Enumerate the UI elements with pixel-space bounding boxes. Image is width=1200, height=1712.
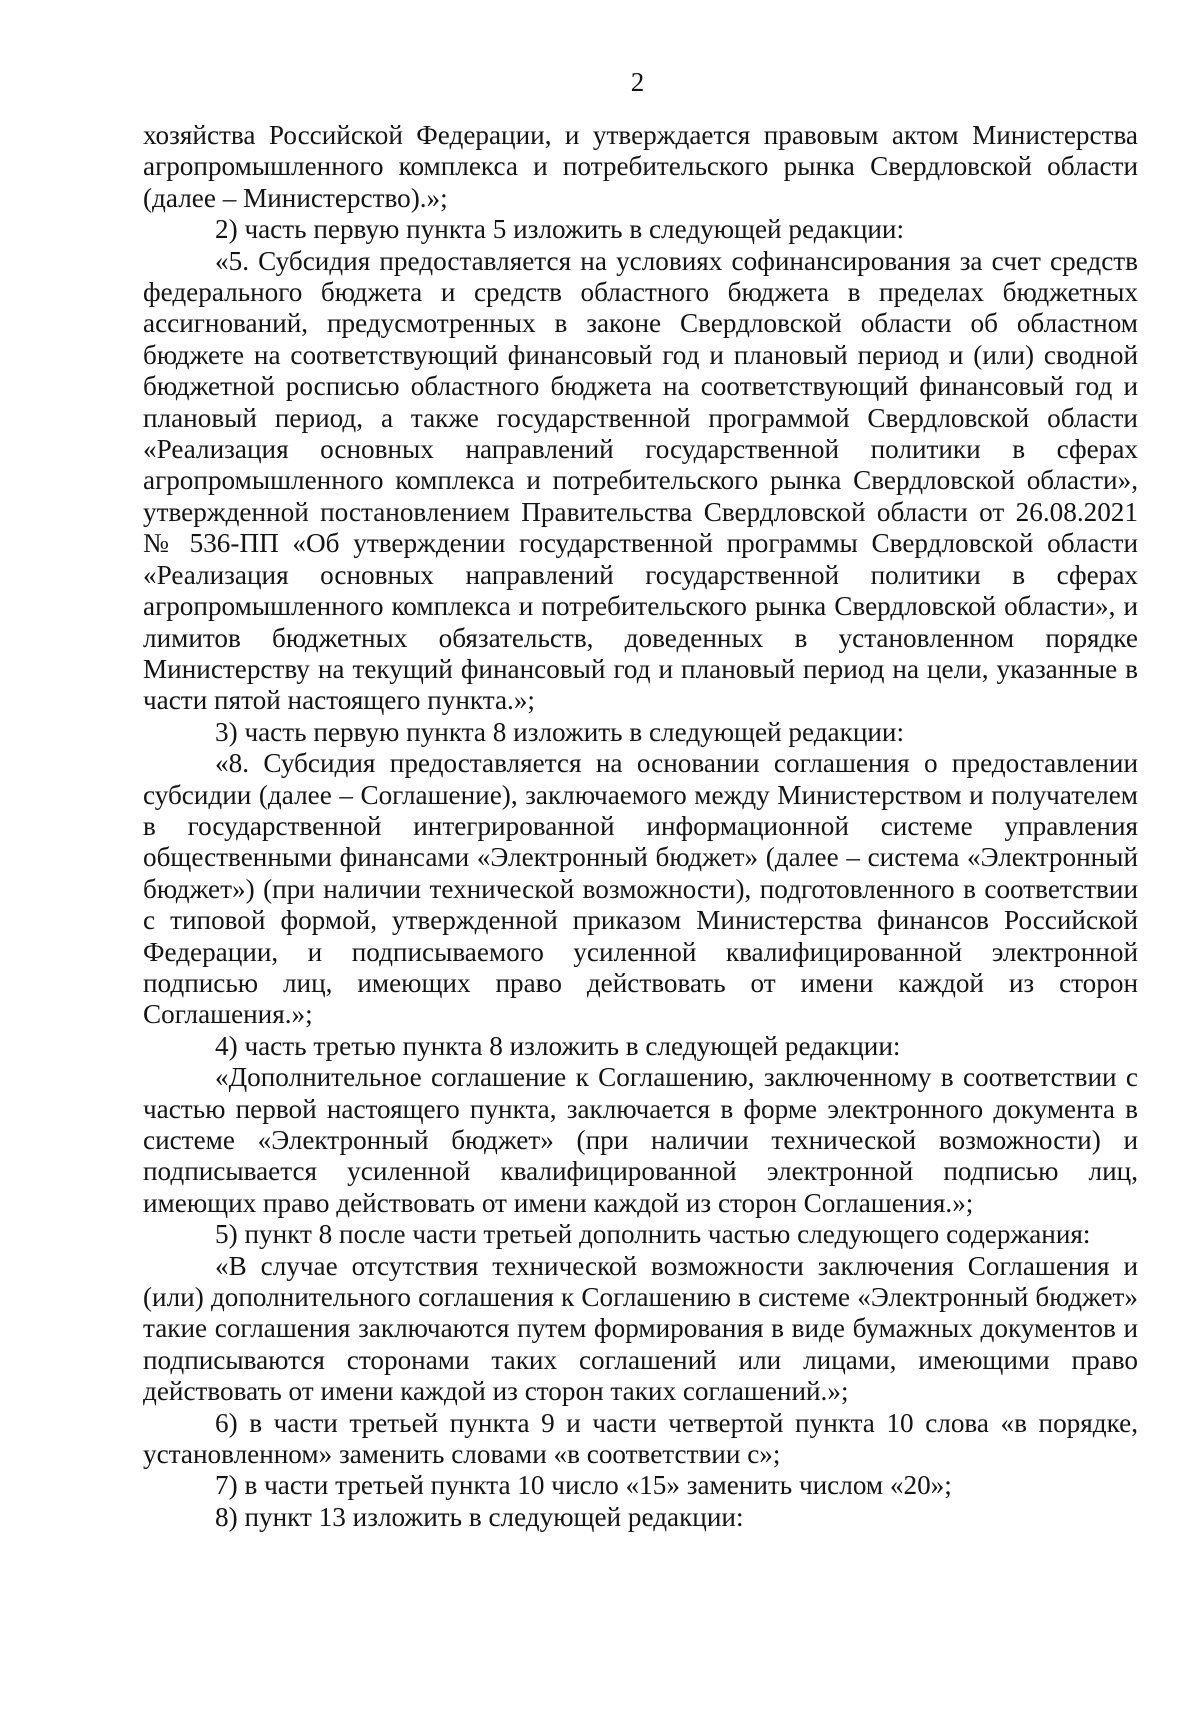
paragraph: «5. Субсидия предоставляется на условиях софинансирования за счет средств федерального бюджета и средств областного бюджета в пределах бюджетных ассигнований, предусмотренных в законе Свердловской области об областном бюджете на соответствующий финансовый год и плановый период и (или) сводной бюджетной росписью областного бюджета на соответствующий финансовый год и плановый период, а также государственной программой Свердловской области «Реализация основных направлений государственной политики в сферах агропромышленного комплекса и потребительского рынка Свердловской области», утвержденной постановлением Правительства Свердловской области от 26.08.2021 № 536-ПП «Об утверждении государственной программы Свердловской области «Реализация основных направлений государственной политики в сферах агропромышленного комплекса и потребительского рынка Свердловской области», и лимитов бюджетных обязательств, доведенных в установленном порядке Министерству на текущий финансовый год и плановый период на цели, указанные в части пятой настоящего пункта.»; bbox=[143, 245, 1138, 716]
document-body bbox=[143, 120, 1138, 1533]
paragraph: 4) часть третью пункта 8 изложить в следующей редакции: bbox=[215, 1030, 901, 1061]
paragraph: «В случае отсутствия технической возможности заключения Соглашения и (или) дополнительного соглашения к Соглашению в системе «Электронный бюджет» такие соглашения заключаются путем формирования в виде бумажных документов и подписываются сторонами таких соглашений или лицами, имеющими право действовать от имени каждой из сторон таких соглашений.»; bbox=[143, 1250, 1138, 1407]
paragraph: 8) пункт 13 изложить в следующей редакции: bbox=[215, 1501, 744, 1532]
paragraph: «8. Субсидия предоставляется на основании соглашения о предоставлении субсидии (далее – Соглашение), заключаемого между Министерством и получателем в государственной интегрированной информационной системе управления общественными финансами «Электронный бюджет» (далее – система «Электронный бюджет») (при наличии технической возможности), подготовленного в соответствии с типовой формой, утвержденной приказом Министерства финансов Российской Федерации, и подписываемого усиленной квалифицированной электронной подписью лиц, имеющих право действовать от имени каждой из сторон Соглашения.»; bbox=[143, 748, 1138, 1030]
paragraph: «Дополнительное соглашение к Соглашению, заключенному в соответствии с частью первой настоящего пункта, заключается в форме электронного документа в системе «Электронный бюджет» (при наличии технической возможности) и подписывается усиленной квалифицированной электронной подписью лиц, имеющих право действовать от имени каждой из сторон Соглашения.»; bbox=[143, 1062, 1138, 1218]
paragraph: 6) в части третьей пункта 9 и части четвертой пункта 10 слова «в порядке, установленном» заменить словами «в соответствии с»; bbox=[143, 1407, 1138, 1470]
paragraph: 7) в части третьей пункта 10 число «15» заменить числом «20»; bbox=[215, 1470, 952, 1501]
paragraph: 2) часть первую пункта 5 изложить в следующей редакции: bbox=[215, 214, 905, 245]
paragraph: хозяйства Российской Федерации, и утверждается правовым актом Министерства агропромышленного комплекса и потребительского рынка Свердловской области (далее – Министерство).»; bbox=[143, 120, 1138, 213]
paragraph: 3) часть первую пункта 8 изложить в следующей редакции: bbox=[215, 716, 905, 747]
page-number: 2 bbox=[630, 67, 645, 97]
paragraph: 5) пункт 8 после части третьей дополнить частью следующего содержания: bbox=[215, 1219, 1091, 1250]
